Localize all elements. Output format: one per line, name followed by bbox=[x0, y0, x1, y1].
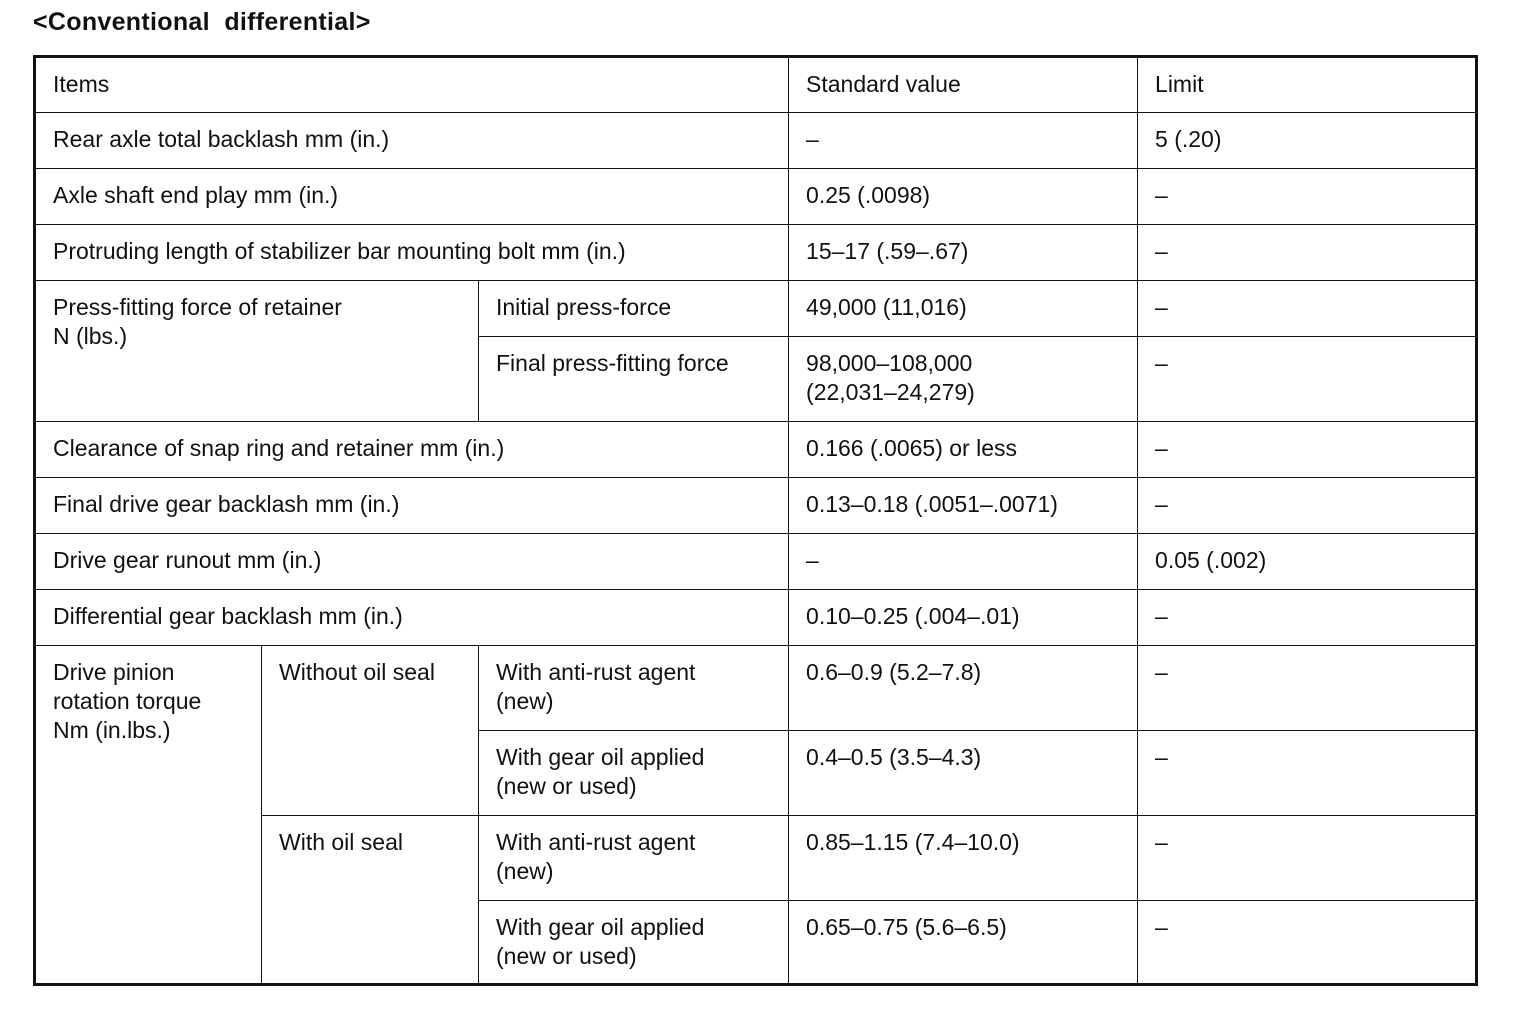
row-limit: – bbox=[1138, 646, 1477, 731]
row-item: Drive gear runout mm (in.) bbox=[35, 534, 789, 590]
table-row bbox=[35, 113, 1477, 169]
row-limit: – bbox=[1138, 816, 1477, 901]
row-limit: – bbox=[1138, 478, 1477, 534]
row-limit: – bbox=[1138, 281, 1477, 337]
row-item: Drive pinion rotation torque Nm (in.lbs.) bbox=[35, 646, 262, 985]
row-standard-value: 0.25 (.0098) bbox=[789, 169, 1138, 225]
row-subitem: With gear oil applied (new or used) bbox=[479, 901, 789, 985]
row-item: Press-fitting force of retainer N (lbs.) bbox=[35, 281, 479, 422]
row-subitem: With anti-rust agent (new) bbox=[479, 646, 789, 731]
row-standard-value: 0.166 (.0065) or less bbox=[789, 422, 1138, 478]
specification-table bbox=[33, 55, 1478, 986]
row-subitem: Final press-fitting force bbox=[479, 337, 789, 422]
table-row bbox=[35, 225, 1477, 281]
header-items: Items bbox=[35, 57, 789, 113]
row-standard-value: 0.6–0.9 (5.2–7.8) bbox=[789, 646, 1138, 731]
row-group: With oil seal bbox=[262, 816, 479, 985]
row-subitem: With anti-rust agent (new) bbox=[479, 816, 789, 901]
row-standard-value: – bbox=[789, 534, 1138, 590]
row-item: Clearance of snap ring and retainer mm (in.) bbox=[35, 422, 789, 478]
row-standard-value: 15–17 (.59–.67) bbox=[789, 225, 1138, 281]
table-row bbox=[35, 534, 1477, 590]
row-standard-value: 49,000 (11,016) bbox=[789, 281, 1138, 337]
row-limit: – bbox=[1138, 590, 1477, 646]
row-group: Without oil seal bbox=[262, 646, 479, 816]
row-standard-value: 0.85–1.15 (7.4–10.0) bbox=[789, 816, 1138, 901]
row-item: Rear axle total backlash mm (in.) bbox=[35, 113, 789, 169]
table-row bbox=[35, 478, 1477, 534]
row-item: Protruding length of stabilizer bar mounting bolt mm (in.) bbox=[35, 225, 789, 281]
header-limit: Limit bbox=[1138, 57, 1477, 113]
table-row bbox=[35, 281, 1477, 337]
table-header-row bbox=[35, 57, 1477, 113]
row-limit: – bbox=[1138, 422, 1477, 478]
row-item: Final drive gear backlash mm (in.) bbox=[35, 478, 789, 534]
row-subitem: Initial press-force bbox=[479, 281, 789, 337]
page-title: <Conventional differential> bbox=[33, 8, 371, 36]
row-limit: – bbox=[1138, 731, 1477, 816]
row-standard-value: 98,000–108,000 (22,031–24,279) bbox=[789, 337, 1138, 422]
row-standard-value: 0.13–0.18 (.0051–.0071) bbox=[789, 478, 1138, 534]
row-item: Axle shaft end play mm (in.) bbox=[35, 169, 789, 225]
row-standard-value: 0.65–0.75 (5.6–6.5) bbox=[789, 901, 1138, 985]
row-limit: – bbox=[1138, 337, 1477, 422]
table-row bbox=[35, 169, 1477, 225]
row-limit: 5 (.20) bbox=[1138, 113, 1477, 169]
row-limit: – bbox=[1138, 901, 1477, 985]
table-row bbox=[35, 646, 1477, 731]
table-row bbox=[35, 422, 1477, 478]
row-limit: 0.05 (.002) bbox=[1138, 534, 1477, 590]
row-standard-value: 0.4–0.5 (3.5–4.3) bbox=[789, 731, 1138, 816]
row-limit: – bbox=[1138, 169, 1477, 225]
header-standard-value: Standard value bbox=[789, 57, 1138, 113]
row-standard-value: – bbox=[789, 113, 1138, 169]
row-item: Differential gear backlash mm (in.) bbox=[35, 590, 789, 646]
table-row bbox=[35, 590, 1477, 646]
row-standard-value: 0.10–0.25 (.004–.01) bbox=[789, 590, 1138, 646]
row-limit: – bbox=[1138, 225, 1477, 281]
row-subitem: With gear oil applied (new or used) bbox=[479, 731, 789, 816]
